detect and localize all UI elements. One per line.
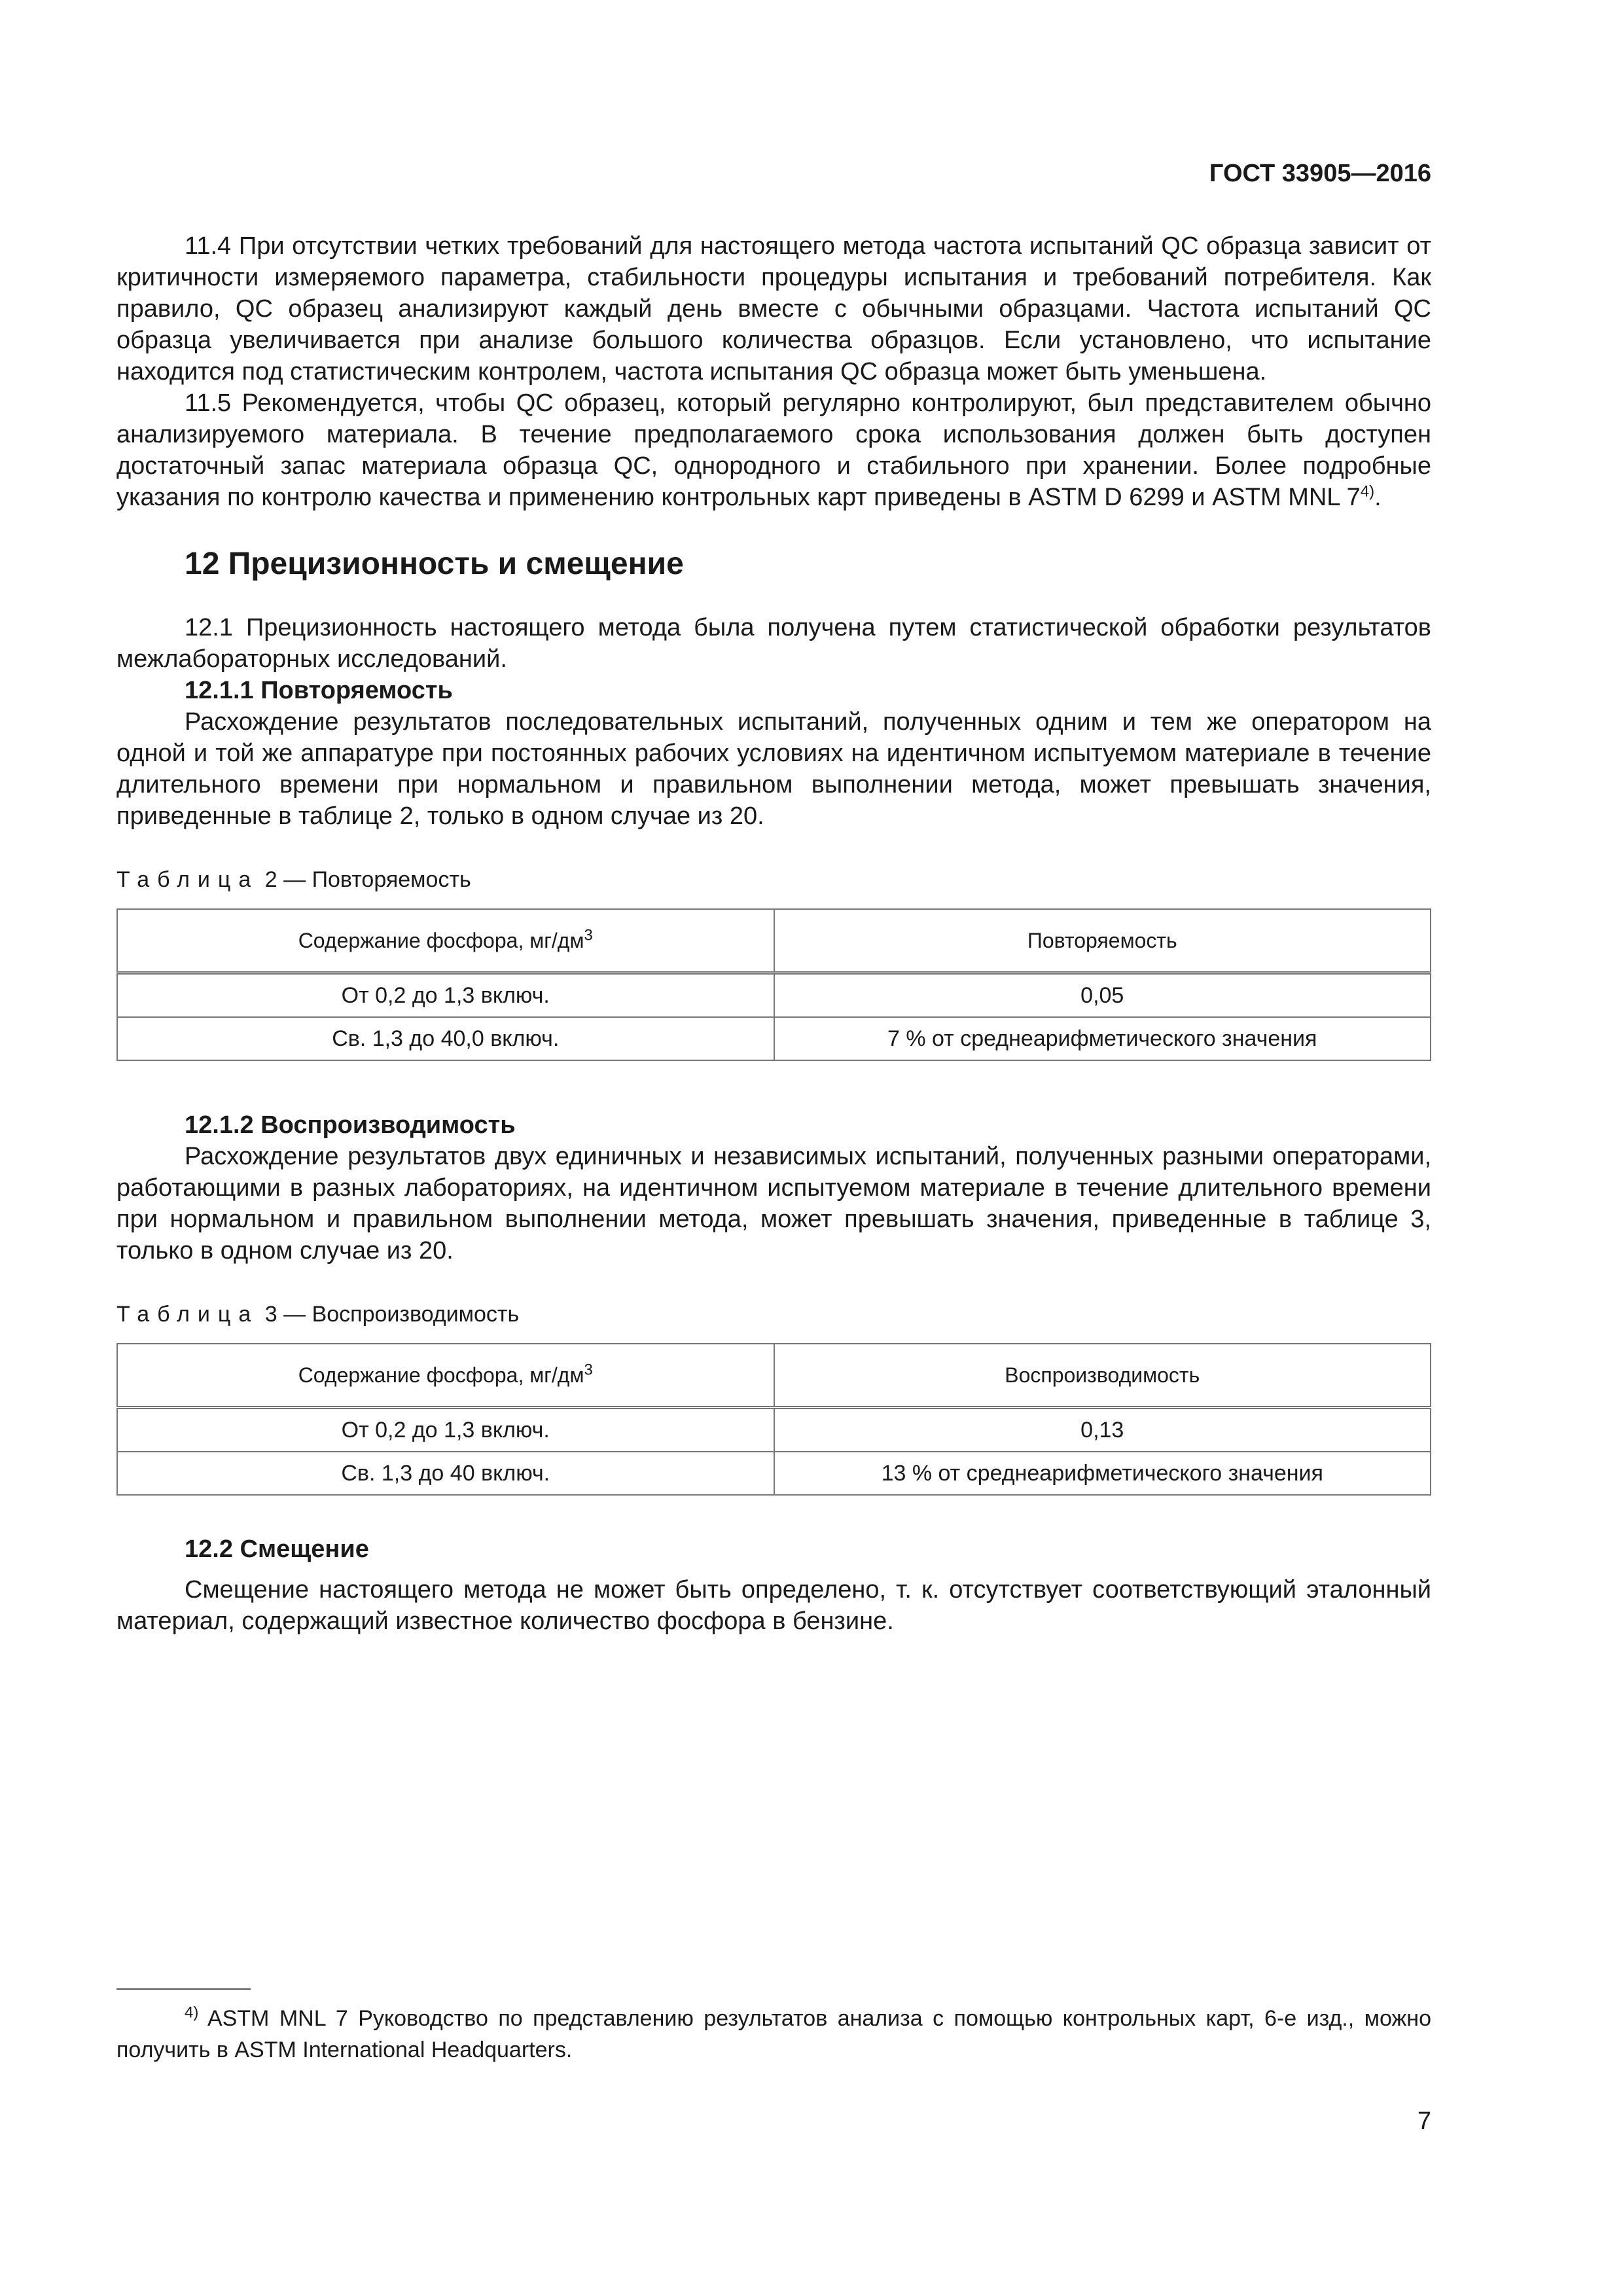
table-row xyxy=(117,1408,1431,1452)
table-3-caption-rest: 3 — Воспроизводимость xyxy=(264,1302,520,1327)
paragraph-11-5-end: . xyxy=(1374,484,1382,511)
table-3-caption xyxy=(116,1302,1431,1327)
table-header-row xyxy=(117,1344,1431,1408)
table-cell: 0,13 xyxy=(774,1408,1431,1452)
subheading-12-1-2: 12.1.2 Воспроизводимость xyxy=(185,1111,516,1139)
page-content xyxy=(116,230,1431,1637)
paragraph-11-5 xyxy=(116,387,1431,513)
table-row xyxy=(117,1452,1431,1495)
footnote-text: ASTM MNL 7 Руководство по представлению результатов анализа с помощью контрольных карт, 6-е изд., можно получить в ASTM International Headquarters. xyxy=(116,2006,1431,2062)
table-cell: От 0,2 до 1,3 включ. xyxy=(117,973,774,1018)
footnote-ref-4[interactable]: 4) xyxy=(1360,482,1375,501)
paragraph-12-1-1: Расхождение результатов последовательных испытаний, полученных одним и тем же оператором на одной и той же аппаратуре при постоянных рабочих условиях на идентичном испытуемом материале в течение длительного времени при нормальном и правильном выполнении метода, может превышать значения, приведенные в таблице 2, только в одном случае из 20. xyxy=(116,708,1431,830)
superscript: 3 xyxy=(584,925,593,944)
footnote-marker: 4) xyxy=(185,2003,199,2022)
document-code: ГОСТ 33905—2016 xyxy=(1209,160,1431,187)
table-cell: Св. 1,3 до 40,0 включ. xyxy=(117,1017,774,1060)
table-row xyxy=(117,1017,1431,1060)
table-row xyxy=(117,973,1431,1018)
table-cell: От 0,2 до 1,3 включ. xyxy=(117,1408,774,1452)
table-2-caption xyxy=(116,867,1431,893)
table-header-cell: Повторяемость xyxy=(774,909,1431,973)
table-header-label: Содержание фосфора, мг/дм xyxy=(298,928,584,952)
table-header-cell: Воспроизводимость xyxy=(774,1344,1431,1408)
table-2-repeatability xyxy=(116,908,1431,1061)
table-header-label: Содержание фосфора, мг/дм xyxy=(298,1363,584,1387)
paragraph-12-1: 12.1 Прецизионность настоящего метода была получена путем статистической обработки результатов межлабораторных исследований. xyxy=(116,614,1431,673)
table-3-caption-word: Таблица xyxy=(116,1302,259,1327)
footnote-4 xyxy=(116,2003,1431,2066)
table-header-cell xyxy=(117,909,774,973)
page-number: 7 xyxy=(1417,2108,1431,2135)
paragraph-12-2: Смещение настоящего метода не может быть определено, т. к. отсутствует соответствующий эталонный материал, содержащий известное количество фосфора в бензине. xyxy=(116,1576,1431,1635)
superscript: 3 xyxy=(584,1360,593,1378)
table-2-caption-word: Таблица xyxy=(116,867,259,892)
table-header-row xyxy=(117,909,1431,973)
subheading-12-1-1: 12.1.1 Повторяемость xyxy=(185,677,453,704)
paragraph-11-4: 11.4 При отсутствии четких требований для настоящего метода частота испытаний QC образца зависит от критичности измеряемого параметра, стабильности процедуры испытания и требований потребителя. Как правило, QC образец анализируют каждый день вместе с обычными образцами. Частота испытаний QC образца увеличивается при анализе большого количества образцов. Если установлено, что испытание находится под статистическим контролем, частота испытания QC образца может быть уменьшена. xyxy=(116,232,1431,386)
table-cell: 7 % от среднеарифметического значения xyxy=(774,1017,1431,1060)
paragraph-12-1-2: Расхождение результатов двух единичных и независимых испытаний, полученных разными операторами, работающими в разных лабораториях, на идентичном испытуемом материале в течение длительного времени при нормальном и правильном выполнении метода, может превышать значения, приведенные в таблице 3, только в одном случае из 20. xyxy=(116,1143,1431,1265)
subheading-12-2: 12.2 Смещение xyxy=(185,1535,369,1563)
table-cell: 13 % от среднеарифметического значения xyxy=(774,1452,1431,1495)
table-header-cell xyxy=(117,1344,774,1408)
table-2-caption-rest: 2 — Повторяемость xyxy=(264,867,471,892)
section-12-heading: 12 Прецизионность и смещение xyxy=(185,547,684,581)
table-3-reproducibility xyxy=(116,1343,1431,1496)
footnote-divider xyxy=(116,1988,251,1990)
table-cell: 0,05 xyxy=(774,973,1431,1018)
table-cell: Св. 1,3 до 40 включ. xyxy=(117,1452,774,1495)
paragraph-11-5-text: 11.5 Рекомендуется, чтобы QC образец, который регулярно контролируют, был представителем обычно анализируемого материала. В течение предполагаемого срока использования должен быть доступен достаточный запас материала образца QC, однородного и стабильного при хранении. Более подробные указания по контролю качества и применению контрольных карт приведены в ASTM D 6299 и ASTM MNL 7 xyxy=(116,389,1431,511)
